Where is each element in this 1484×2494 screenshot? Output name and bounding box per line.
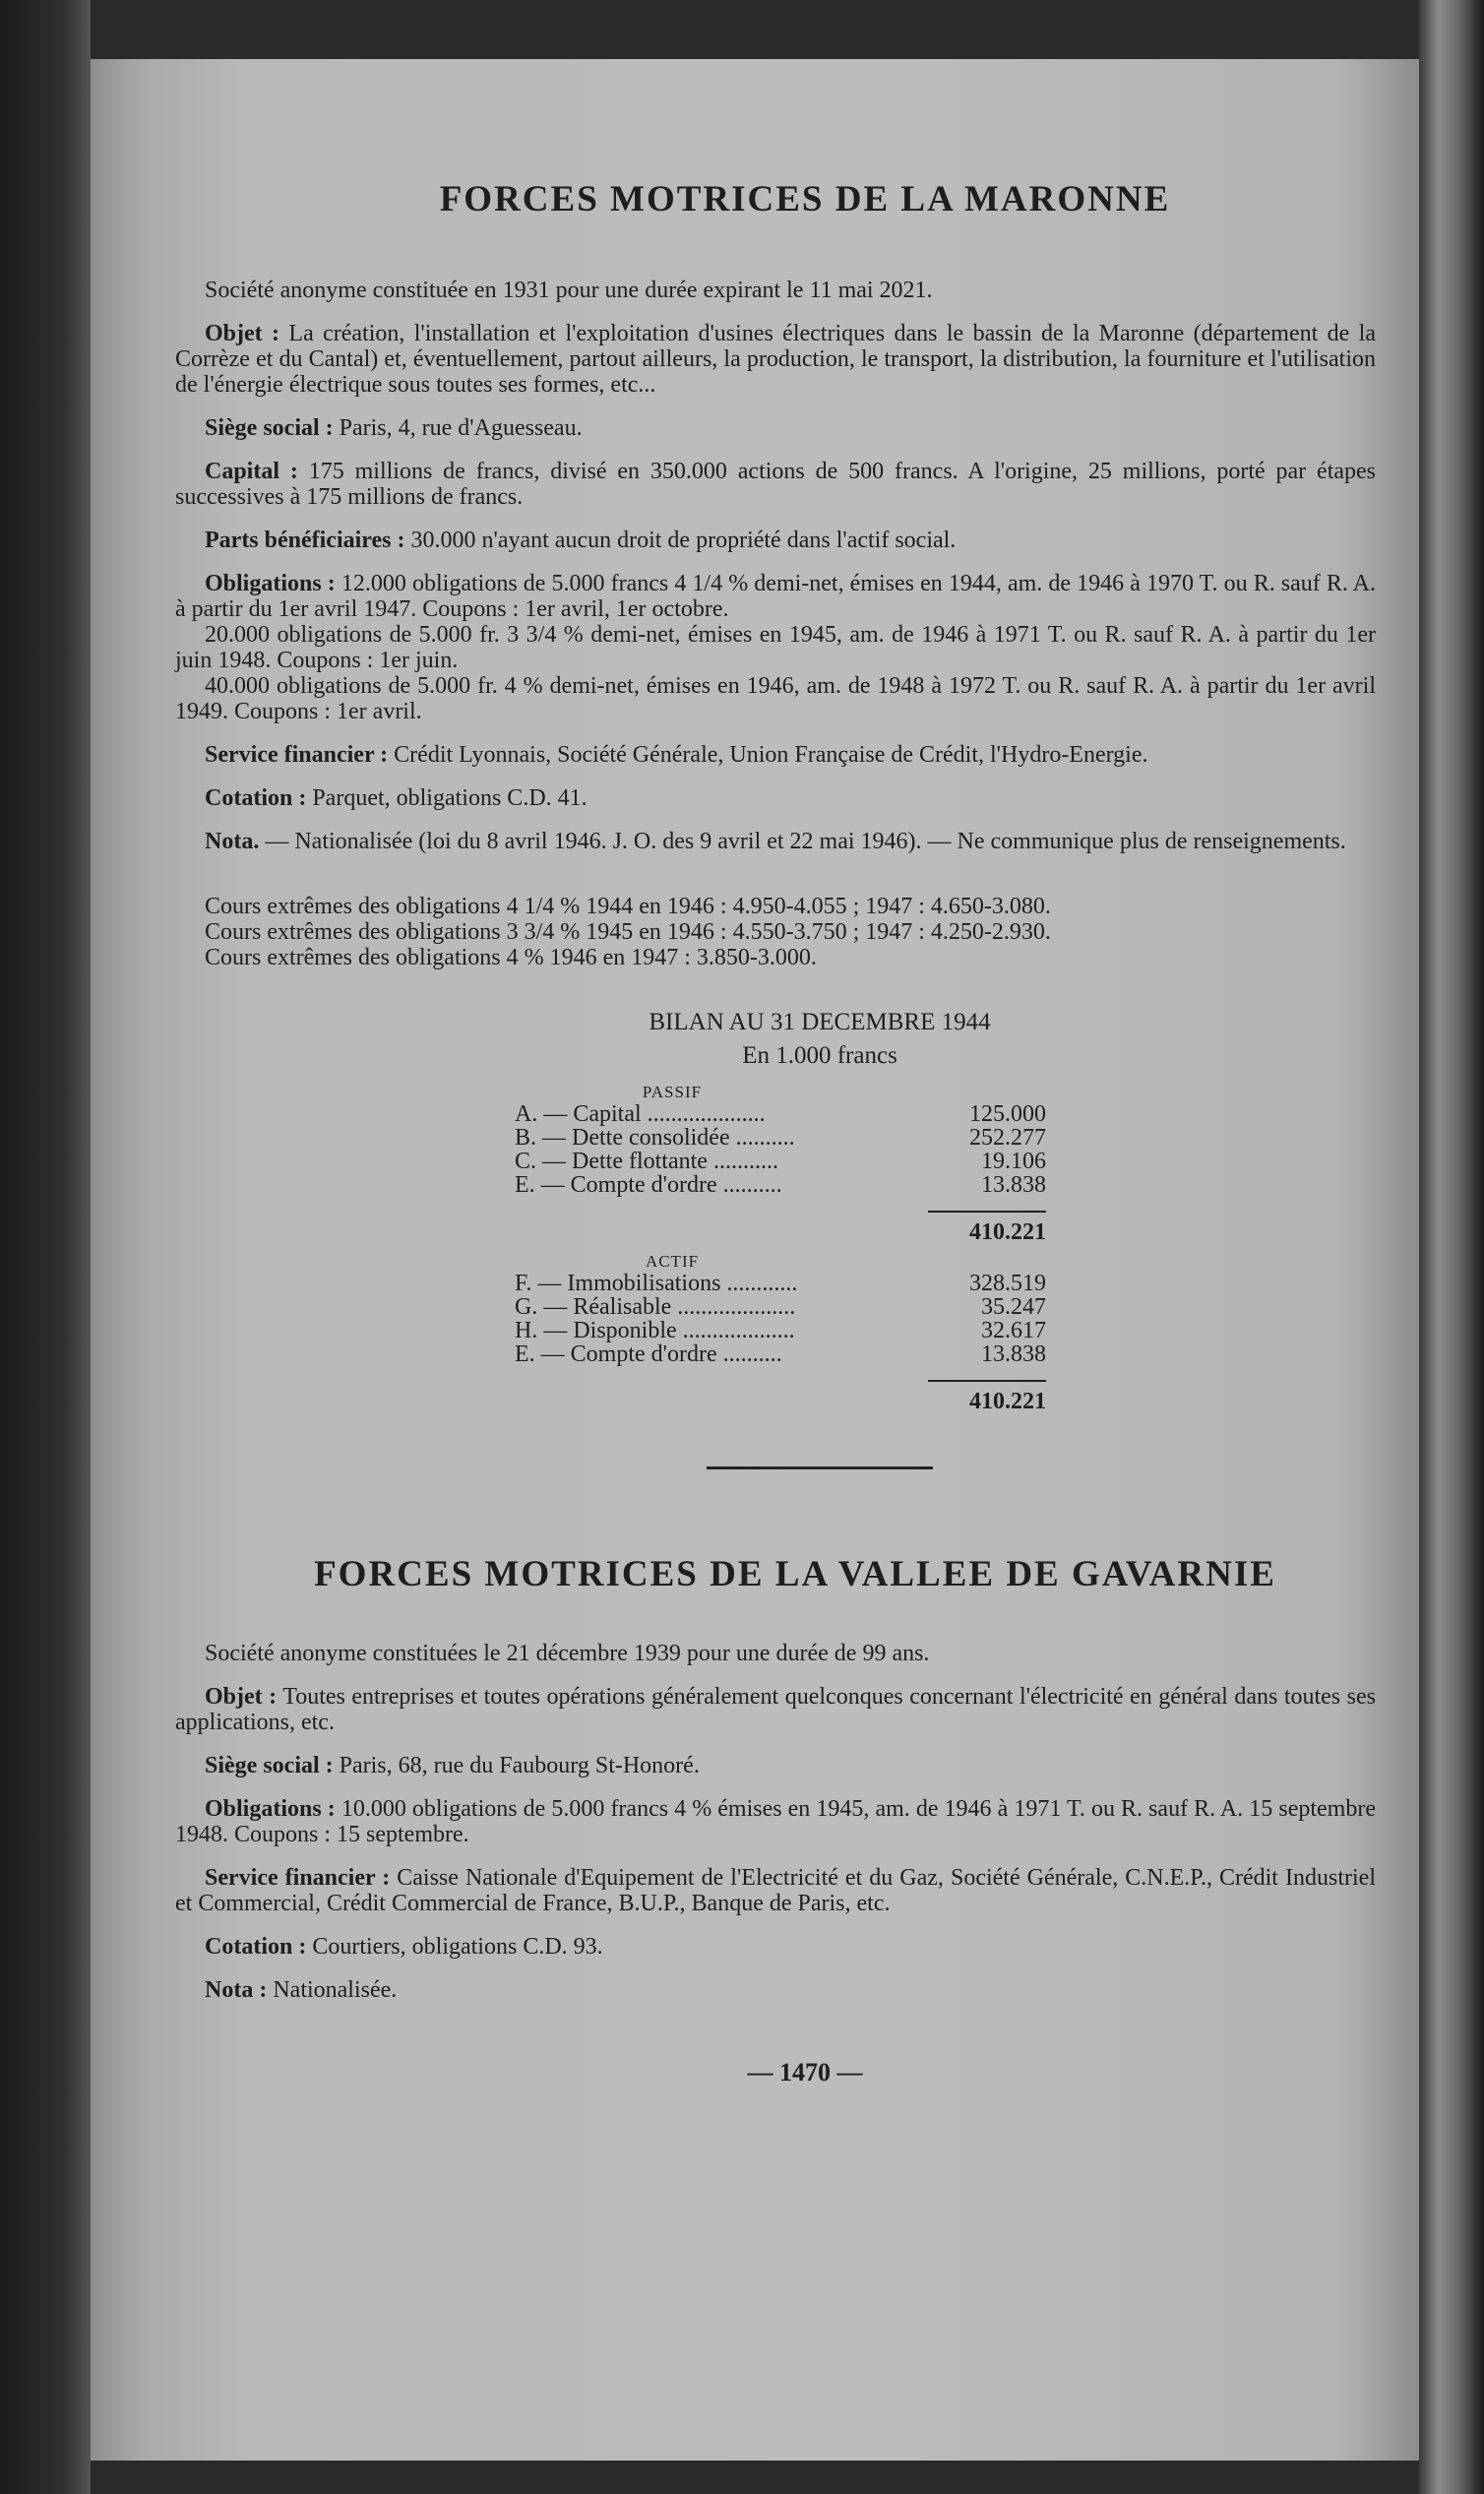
bilan-unit: En 1.000 francs [742, 1042, 897, 1069]
service-label: Service financier : [205, 742, 389, 768]
page-content [175, 177, 1376, 2088]
nota-label: Nota. [205, 829, 260, 854]
bilan-row-value: 252.277 [969, 1125, 1046, 1151]
objet-gavarnie [175, 1684, 1376, 1735]
bilan-row [515, 1150, 1046, 1173]
capital-label: Capital : [205, 459, 298, 484]
service-text: Caisse Nationale d'Equipement de l'Electricité et du Gaz, Société Générale, C.N.E.P., Crédit Industriel et Commercial, Crédit Commercial de France, B.U.P., Banque de Paris, etc. [175, 1865, 1376, 1916]
actif-heading: ACTIF [645, 1252, 700, 1271]
siege-gavarnie [175, 1753, 1376, 1778]
section-divider [707, 1466, 933, 1469]
cotation-maronne [175, 785, 1376, 811]
objet-text: Toutes entreprises et toutes opérations généralement quelconques concernant l'électricité en général dans toutes ses applications, etc. [175, 1684, 1376, 1735]
passif-total: 410.221 [969, 1219, 1046, 1245]
section-title-gavarnie: FORCES MOTRICES DE LA VALLEE DE GAVARNIE [314, 1554, 1276, 1594]
bilan-row-value: 125.000 [969, 1101, 1046, 1127]
bilan-row [515, 1342, 1046, 1366]
bilan-row-label: F. — Immobilisations ............ [515, 1271, 798, 1296]
obligations-text: 10.000 obligations de 5.000 francs 4 % émises en 1945, am. de 1946 à 1971 T. ou R. sauf R. A. 15 septembre 1948. Coupons : 15 septembre. [175, 1796, 1376, 1847]
siege-label: Siège social : [205, 415, 334, 441]
service-text: Crédit Lyonnais, Société Générale, Union Française de Crédit, l'Hydro-Energie. [394, 742, 1148, 768]
siege-text: Paris, 68, rue du Faubourg St-Honoré. [339, 1753, 700, 1778]
intro-maronne [175, 278, 1376, 303]
intro-text: Société anonyme constituées le 21 décembre 1939 pour une durée de 99 ans. [205, 1641, 930, 1666]
cours-list [175, 894, 1376, 970]
bilan-title: BILAN AU 31 DECEMBRE 1944 [649, 1009, 991, 1035]
obligations-label: Obligations : [205, 571, 336, 596]
bilan-row-label: H. — Disponible ................... [515, 1318, 795, 1343]
section-title-maronne: FORCES MOTRICES DE LA MARONNE [439, 179, 1171, 219]
actif-total: 410.221 [969, 1389, 1046, 1414]
nota-maronne [175, 829, 1376, 854]
service-maronne [175, 742, 1376, 768]
objet-maronne [175, 321, 1376, 398]
objet-label: Objet : [205, 321, 280, 346]
parts-maronne [175, 528, 1376, 553]
bilan-row [515, 1173, 1046, 1197]
nota-text: — Nationalisée (loi du 8 avril 1946. J. O. des 9 avril et 22 mai 1946). — Ne communique plus de renseignements. [265, 829, 1346, 854]
bilan-row-label: B. — Dette consolidée .......... [515, 1125, 795, 1151]
obligations-label: Obligations : [205, 1796, 336, 1822]
bilan-row-label: G. — Réalisable .................... [515, 1294, 796, 1320]
bilan-row-label: A. — Capital .................... [515, 1101, 766, 1127]
bilan-row [515, 1319, 1046, 1342]
bilan-row-value: 19.106 [981, 1149, 1046, 1174]
obligations-text: 12.000 obligations de 5.000 francs 4 1/4 % demi-net, émises en 1944, am. de 1946 à 1970 T. ou R. sauf R. A. à partir du 1er avril 1947. Coupons : 1er avril, 1er octobre. [175, 571, 1376, 622]
bilan-table [515, 1073, 1046, 1421]
bilan-row-value: 13.838 [981, 1172, 1046, 1198]
page-number: — 1470 — [747, 2058, 863, 2087]
capital-text: 175 millions de francs, divisé en 350.000 actions de 500 francs. A l'origine, 25 millions, porté par étapes successives à 175 millions de francs. [175, 459, 1377, 510]
nota-text: Nationalisée. [273, 1977, 398, 2003]
bilan-row-label: E. — Compte d'ordre .......... [515, 1341, 782, 1367]
book-spine-shadow [0, 0, 91, 2494]
bilan-row [515, 1102, 1046, 1126]
service-gavarnie [175, 1865, 1376, 1916]
cotation-label: Cotation : [205, 1934, 307, 1960]
cotation-label: Cotation : [205, 785, 307, 811]
parts-label: Parts bénéficiaires : [205, 528, 405, 553]
bilan-row [515, 1126, 1046, 1150]
intro-gavarnie [175, 1641, 1376, 1666]
obligations-gavarnie [175, 1796, 1376, 1847]
cours-line: Cours extrêmes des obligations 3 3/4 % 1945 en 1946 : 4.550-3.750 ; 1947 : 4.250-2.930. [205, 919, 1051, 945]
cotation-text: Courtiers, obligations C.D. 93. [312, 1934, 603, 1960]
nota-gavarnie [175, 1977, 1376, 2003]
objet-label: Objet : [205, 1684, 278, 1710]
objet-text: La création, l'installation et l'exploitation d'usines électriques dans le bassin de la Maronne (département de la Corrèze et du Cantal) et, éventuellement, partout ailleurs, la production, le transport, la distribution, la fourniture et l'utilisation de l'énergie électrique sous toutes ses formes, etc... [175, 321, 1376, 398]
bilan-row-value: 32.617 [981, 1318, 1046, 1343]
intro-text: Société anonyme constituée en 1931 pour une durée expirant le 11 mai 2021. [205, 278, 933, 303]
siege-text: Paris, 4, rue d'Aguesseau. [339, 415, 583, 441]
bilan-row-label: E. — Compte d'ordre .......... [515, 1172, 782, 1198]
cours-line: Cours extrêmes des obligations 4 % 1946 en 1947 : 3.850-3.000. [205, 945, 817, 970]
obligations-2: 20.000 obligations de 5.000 fr. 3 3/4 % demi-net, émises en 1945, am. de 1946 à 1971 T. ou R. sauf R. A. à partir du 1er juin 1948. Coupons : 1er juin. [175, 622, 1376, 673]
cours-line: Cours extrêmes des obligations 4 1/4 % 1944 en 1946 : 4.950-4.055 ; 1947 : 4.650-3.080. [205, 894, 1051, 919]
obligations-3: 40.000 obligations de 5.000 fr. 4 % demi-net, émises en 1946, am. de 1948 à 1972 T. ou R. sauf R. A. à partir du 1er avril 1949. Coupons : 1er avril. [175, 673, 1376, 724]
bilan-row-label: C. — Dette flottante ........... [515, 1149, 778, 1174]
bilan-row-value: 35.247 [981, 1294, 1046, 1320]
service-label: Service financier : [205, 1865, 391, 1891]
bilan-row-value: 328.519 [969, 1271, 1046, 1296]
bilan-row-value: 13.838 [981, 1341, 1046, 1367]
bilan-row [515, 1272, 1046, 1295]
parts-text: 30.000 n'ayant aucun droit de propriété dans l'actif social. [410, 528, 957, 553]
siege-maronne [175, 415, 1376, 441]
cotation-gavarnie [175, 1934, 1376, 1960]
passif-heading: PASSIF [642, 1083, 703, 1101]
nota-label: Nota : [205, 1977, 268, 2003]
siege-label: Siège social : [205, 1753, 334, 1778]
page-edge [1419, 0, 1484, 2494]
obligations-maronne [175, 571, 1376, 622]
capital-maronne [175, 459, 1376, 510]
bilan-row [515, 1295, 1046, 1319]
cotation-text: Parquet, obligations C.D. 41. [312, 785, 587, 811]
